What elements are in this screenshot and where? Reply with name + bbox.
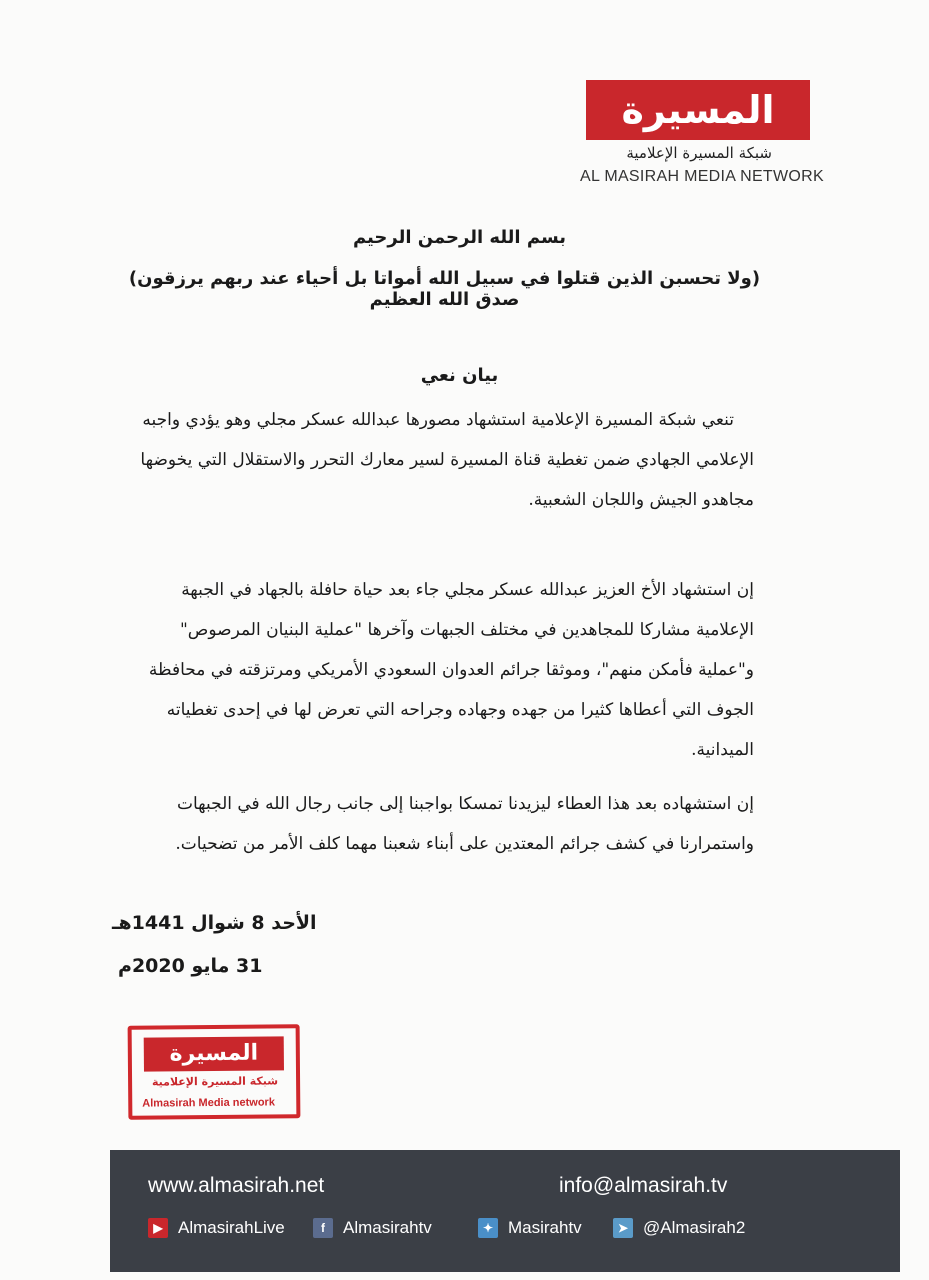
document-title: بيان نعي: [420, 365, 499, 386]
telegram-icon: ➤: [613, 1218, 633, 1238]
date-gregorian: 31 مايو 2020م: [118, 955, 263, 977]
official-stamp: [128, 1024, 301, 1119]
website-link[interactable]: www.almasirah.net: [148, 1174, 325, 1197]
social-twitter[interactable]: [478, 1218, 582, 1238]
logo-subtitle-arabic: شبكة المسيرة الإعلامية: [626, 144, 772, 162]
social-youtube[interactable]: [148, 1218, 285, 1238]
stamp-subtitle-english: Almasirah Media network: [142, 1096, 275, 1110]
footer-bar: [110, 1150, 900, 1272]
paragraph-2: إن استشهاد الأخ العزيز عبدالله عسكر مجلي جاء بعد حياة حافلة بالجهاد في الجبهة الإعلامية مشاركا للمجاهدين في مختلف الجبهات وآخرها "عملية البنيان المرصوص" و"عملية فأمكن منهم"، وموثقا جرائم العدوان السعودي الأمريكي ومرتزقته في محافظة الجوف التي أعطاها كثيرا من جهده وجهاده وجراحه التي تعرض لها في إحدى تغطياته الميدانية.: [148, 580, 754, 760]
logo-wordmark: المسيرة: [586, 80, 810, 140]
quran-verse: (ولا تحسبن الذين قتلوا في سبيل الله أمواتا بل أحياء عند ربهم يرزقون) صدق الله العظيم: [128, 268, 761, 310]
social-facebook[interactable]: [313, 1218, 432, 1238]
paragraph-3: إن استشهاده بعد هذا العطاء ليزيدنا تمسكا بواجبنا إلى جانب رجال الله في الجبهات واستمرارنا في كشف جرائم المعتدين على أبناء شعبنا مهما كلف الأمر من تضحيات.: [175, 794, 754, 854]
email-link[interactable]: info@almasirah.tv: [559, 1174, 728, 1197]
logo-subtitle-english: AL MASIRAH MEDIA NETWORK: [580, 168, 824, 185]
basmala: بسم الله الرحمن الرحيم: [352, 227, 567, 248]
paragraph-1: تنعي شبكة المسيرة الإعلامية استشهاد مصورها عبدالله عسكر مجلي وهو يؤدي واجبه الإعلامي الجهادي ضمن تغطية قناة المسيرة لسير معارك التحرر والاستقلال التي يخوضها مجاهدو الجيش واللجان الشعبية.: [140, 410, 754, 510]
social-label: AlmasirahLive: [178, 1218, 285, 1237]
twitter-icon: ✦: [478, 1218, 498, 1238]
youtube-icon: ▶: [148, 1218, 168, 1238]
social-telegram[interactable]: [613, 1218, 745, 1238]
date-hijri: الأحد 8 شوال 1441هـ: [112, 912, 317, 934]
social-label: @Almasirah2: [643, 1218, 746, 1237]
social-label: Almasirahtv: [343, 1218, 432, 1237]
facebook-icon: f: [313, 1218, 333, 1238]
stamp-subtitle-arabic: شبكة المسيرة الإعلامية: [151, 1074, 279, 1089]
stamp-wordmark: المسيرة: [144, 1036, 284, 1071]
social-label: Masirahtv: [508, 1218, 582, 1237]
